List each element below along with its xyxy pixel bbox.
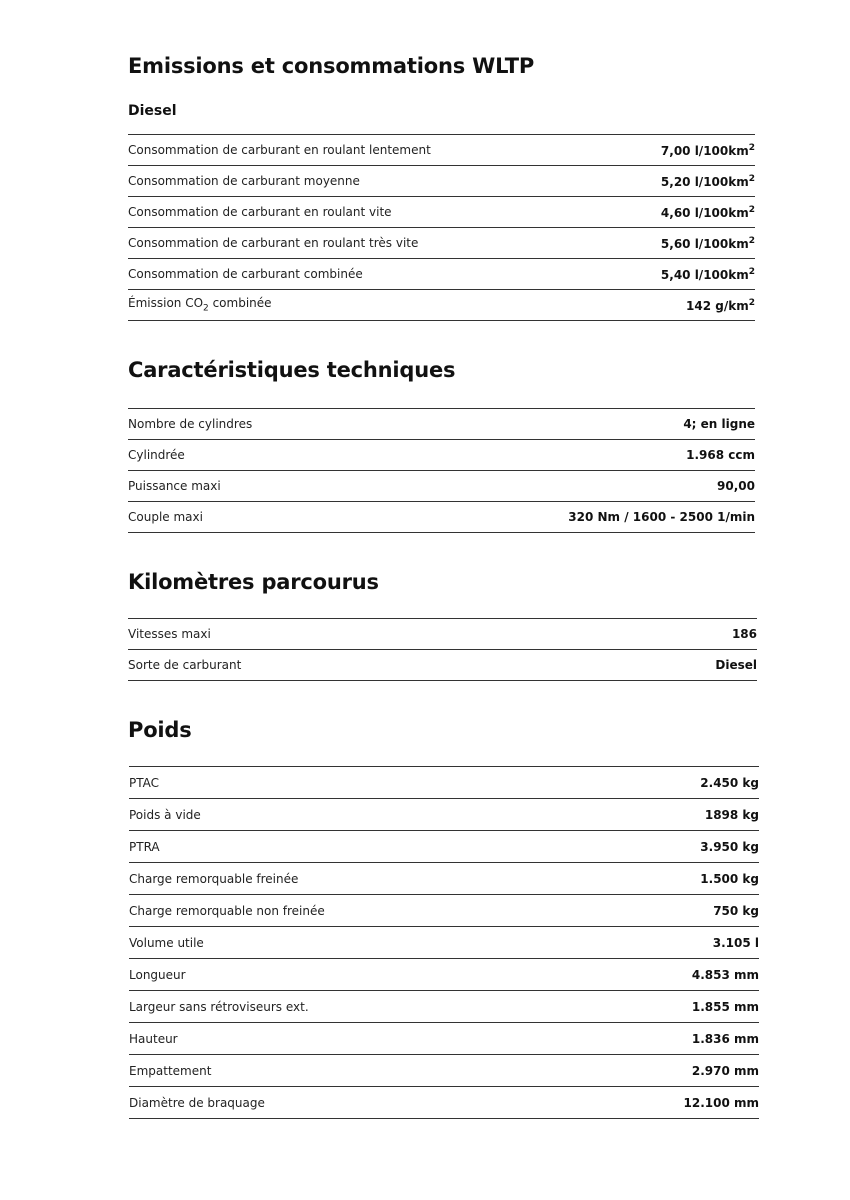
row-label: Consommation de carburant en roulant lentement	[128, 143, 431, 157]
table-row	[128, 619, 757, 650]
table-row	[128, 502, 755, 533]
row-label: Consommation de carburant en roulant très vite	[128, 236, 419, 250]
row-label: Nombre de cylindres	[128, 417, 253, 431]
row-value: 1.968 ccm	[686, 448, 755, 462]
table-row	[128, 228, 755, 259]
row-label: Consommation de carburant en roulant vite	[128, 205, 392, 219]
table-row	[128, 440, 755, 471]
row-value: 1.500 kg	[700, 871, 759, 886]
row-value: 4; en ligne	[683, 417, 755, 431]
row-value: 7,00 $l/100km^2$	[660, 142, 755, 158]
technical-table	[128, 408, 755, 533]
row-value: Diesel	[715, 658, 757, 672]
row-value: 320 Nm / 1600 - 2500 1/min	[568, 510, 755, 524]
table-row	[128, 135, 755, 166]
row-label: Consommation de carburant moyenne	[128, 174, 360, 188]
row-value: 750 kg	[713, 903, 759, 918]
row-label: PTAC	[129, 775, 160, 790]
table-row	[129, 1087, 759, 1119]
row-label: PTRA	[129, 839, 160, 854]
table-row	[129, 927, 759, 959]
table-row	[128, 290, 755, 321]
mileage-table	[128, 618, 757, 681]
table-row	[128, 197, 755, 228]
table-row	[129, 831, 759, 863]
row-label: Cylindrée	[128, 448, 185, 462]
mileage-title: Kilomètres parcourus	[128, 570, 379, 594]
emissions-table	[128, 134, 755, 321]
technical-title: Caractéristiques techniques	[128, 358, 456, 382]
row-value: 1.836 mm	[691, 1031, 759, 1046]
row-label: Consommation de carburant combinée	[128, 267, 363, 281]
row-value: 2.450 kg	[700, 775, 759, 790]
weight-title: Poids	[128, 718, 192, 742]
row-label: Longueur	[129, 967, 186, 982]
row-label: Volume utile	[129, 935, 204, 950]
row-value: 3.105 l	[712, 935, 759, 950]
table-row	[129, 895, 759, 927]
row-value: 2.970 mm	[691, 1063, 759, 1078]
table-row	[128, 650, 757, 681]
row-label: Puissance maxi	[128, 479, 221, 493]
row-label: Sorte de carburant	[128, 658, 242, 672]
row-label: Hauteur	[129, 1031, 178, 1046]
row-value: 90,00	[717, 479, 755, 493]
row-value: 12.100 mm	[683, 1095, 759, 1110]
row-value: 3.950 kg	[700, 839, 759, 854]
table-row	[129, 767, 759, 799]
table-row	[129, 863, 759, 895]
row-value: 1898 kg	[704, 807, 759, 822]
row-value: 5,60 $l/100km^2$	[660, 235, 755, 251]
row-value: 1.855 mm	[691, 999, 759, 1014]
table-row	[129, 959, 759, 991]
table-row	[129, 799, 759, 831]
row-value: 142 $g/km^2$	[686, 297, 755, 313]
row-label: Poids à vide	[129, 807, 201, 822]
table-row	[128, 259, 755, 290]
table-row	[128, 166, 755, 197]
row-value: 4.853 mm	[691, 967, 759, 982]
table-row	[129, 991, 759, 1023]
row-label: Charge remorquable freinée	[129, 871, 299, 886]
weight-table	[129, 766, 759, 1119]
row-label: Charge remorquable non freinée	[129, 903, 325, 918]
row-label: Couple maxi	[128, 510, 203, 524]
row-value: 4,60 $l/100km^2$	[660, 204, 755, 220]
table-row	[128, 409, 755, 440]
fuel-type-subtitle: Diesel	[128, 103, 177, 119]
row-label: Empattement	[129, 1063, 212, 1078]
row-label: Largeur sans rétroviseurs ext.	[129, 999, 309, 1014]
table-row	[128, 471, 755, 502]
row-label: Diamètre de braquage	[129, 1095, 265, 1110]
row-value: 186	[731, 627, 757, 641]
emissions-title: Emissions et consommations WLTP	[128, 54, 535, 78]
row-value: 5,20 $l/100km^2$	[660, 173, 755, 189]
table-row	[129, 1023, 759, 1055]
table-row	[129, 1055, 759, 1087]
row-value: 5,40 $l/100km^2$	[660, 266, 755, 282]
row-label: Vitesses maxi	[128, 627, 211, 641]
row-label: Émission $CO_2$ combinée	[128, 296, 272, 314]
